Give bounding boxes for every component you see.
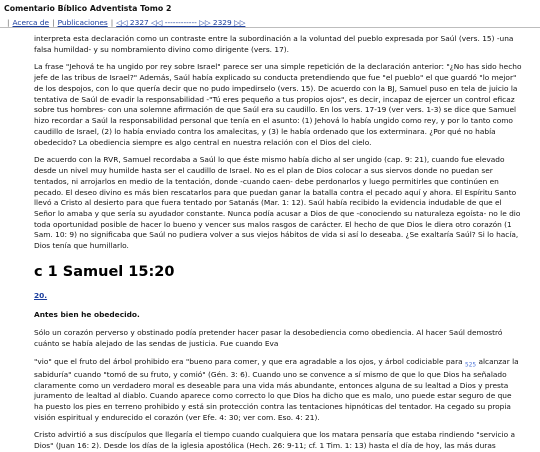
section-heading: c 1 Samuel 15:20 [34,263,175,280]
page-marker: 525 [465,362,477,369]
paragraph-5 [34,357,522,424]
verse-title: Antes bien he obedecido. [34,309,140,319]
verse-number-link[interactable]: 20. [34,290,48,300]
book-title: Comentario Bíblico Adventista Tomo 2 [4,4,172,13]
paragraph-5-part-a: "vio" que el fruto del árbol prohibido era "bueno para comer, y que era agradable a los ojos, y árbol codiciable para [34,356,463,366]
nav-about-link[interactable]: Acerca de [12,18,50,28]
commentary-content [0,28,540,452]
paragraph-1: interpreta esta declaración como un contraste entre la subordinación a la voluntad del pueblo expresada por Saúl (vers. 15) -una falsa humildad- y su nombramiento divino como dirigente (vers. 17). [34,34,514,54]
paragraph-3: De acuerdo con la RVR, Samuel recordaba a Saúl lo que éste mismo había dicho al ser ungido (cap. 9: 21), cuando fue elevado desde un nivel muy humilde hasta ser el caudillo de Israel. No es el plan de Dios colocar a sus siervos donde no puedan ser tentados, ni arrojarlos en medio de la tentación, donde -cuando caen- debe perdonarlos y luego permitirles que continúen en pecado. El deseo divino es más bien rescatarlos para que puedan ganar la batalla contra el pecado aquí y ahora. El Espíritu Santo llevó a Cristo al desierto para que fuera tentado por Satanás (Mar. 1: 12). Saúl había recibido la evidencia indudable de que el Señor lo amaba y que sería su ayudador constante. Nunca podía acusar a Dios de que -conociendo su naturaleza egoísta- no le dio toda oportunidad posible de hacer lo bueno y vencer sus malos rasgos de carácter. El hecho de que Dios le diera otro corazón (1 Sam. 10: 9) no significaba que Saúl no pudiera volver a sus viejos hábitos de vida si así lo deseaba. ¿Se exaltaría Saúl? Si lo hacía, Dios tenía que humillarlo. [34,155,521,251]
nav-publications-link[interactable]: Publicaciones [57,18,108,28]
paragraph-2: La frase "Jehová te ha ungido por rey sobre Israel" parece ser una simple repetición de la declaración anterior: "¿No has sido hecho jefe de las tribus de Israel?" Además, Saúl había explicado su conducta pretendiendo que fue "el pueblo" el que guardó "lo mejor" de los despojos, con lo que quería decir que no pudo impedirselo (vers. 15). De acuerdo con la BJ, Samuel puso en tela de juicio la tentativa de Saúl de evadir la responsabilidad -"Tú eres pequeño a tus propios ojos", es decir, incapaz de ejercer un control eficaz sobre tus hombres- con una solemne afirmación de que Saúl era su caudillo. En los vers. 17-19 (ver vers. 1-3) se dice que Samuel hizo recordar a Saúl la responsabilidad personal que tenía en el asunto: (1) Jehová lo había ungido como rey, y por lo tanto como caudillo de Israel, (2) lo había enviado contra los amalecitas, y (3) le había ordenado que los exterminara. ¿Por qué no había obedecido? La obediencia siempre es algo central en nuestra relación con el Dios del cielo. [34,62,522,147]
nav-page-arrows[interactable]: ◁◁ 2327 ◁◁ ------------ ▷▷ 2329 ▷▷ [116,18,246,28]
paragraph-4: Sólo un corazón perverso y obstinado podía pretender hacer pasar la desobediencia como obediencia. Al hacer Saúl demostró cuánto se había alejado de las sendas de justicia. Fue cuando Eva [34,328,503,349]
navigation-bar: | Acerca de | Publicaciones | ◁◁ 2327 ◁◁ ------------ ▷▷ 2329 ▷▷ [7,18,246,28]
paragraph-6: Cristo advirtió a sus discípulos que llegaría el tiempo cuando cualquiera que los matara pensaría que estaba rindiendo "servicio a Dios" (Juan 16: 2). Desde los días de la iglesia apostólica (Hech. 26: 9-11; cf. 1 Tim. 1: 13) hasta el día de hoy, las más duras [34,430,516,451]
paragraph-5-part-b: alcanzar la sabiduría" cuando "tomó de su fruto, y comió" (Gén. 3: 6). Cuando uno se convence a sí mismo de que lo que Dios ha señalado claramente como un verdadero moral es deseable para una vida más abundante, entonces alguna de su lealtad a Dios y presta juramento de lealtad al diablo. Cuando aparece como correcto lo que Dios ha dicho que es malo, uno puede estar seguro de que ha puesto los pies en terreno prohibido y está sin protección contra las tentaciones hipnóticas del tentador. Ha cegado su propia visión espiritual y endurecido el corazón (ver Efe. 4: 30; ver com. Eso. 4: 21). [34,356,519,422]
page-header [0,0,540,28]
